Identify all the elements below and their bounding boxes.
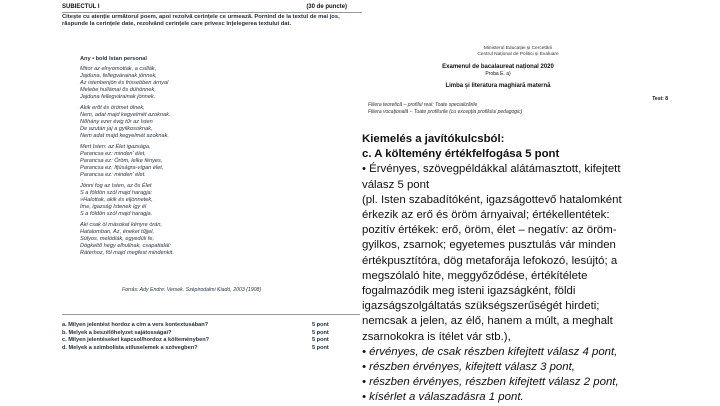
question-points: 5 pont: [312, 329, 329, 336]
excerpt-line: • részben érvényes, részben kifejtett válasz 2 pont,: [362, 376, 619, 389]
instructions: Citește cu atenție următorul poem, apoi rezolvă cerințele ce urmează. Pornind de la textul de mai jos, răspunde la cerințele date, rezolvând cerințele care privesc înțelegerea textului dat.: [62, 14, 340, 27]
poem-line: Parancsa ez: Öröm, lelke fényes,: [80, 158, 163, 164]
poem-line: S a földön szól majd haragja:: [80, 190, 153, 196]
excerpt-line: nemcsak a jelen, az élő, hanem a múlt, a meghalt: [362, 315, 613, 328]
question-text: a. Milyen jelentést hordoz a cím a vers kontextusában?: [62, 322, 209, 328]
poem-line: Súlyos, melódiák, egyedüli fe,: [80, 236, 155, 242]
question-item: [62, 322, 362, 330]
poem-line: Nőhány ezer évig tűr az Isten: [80, 119, 153, 125]
poem-stanza-4: [80, 183, 310, 218]
question-item: [62, 337, 362, 345]
poem-line: Nem adat majd kegyelmét azoknak.: [80, 133, 169, 139]
poem-stanza-3: [80, 144, 310, 179]
poem-line: Melebe hullámai ős dühönnek,: [80, 87, 156, 93]
answer-key-excerpt: [360, 132, 652, 405]
header-rule: [62, 12, 362, 13]
poem-line: Jajduna, fellegvárainak jönnek,: [80, 73, 157, 79]
exam-subject-page: [62, 0, 362, 405]
answer-key-header: [368, 46, 668, 126]
filiera-lines: [368, 102, 522, 115]
excerpt-subheading: c. A költemény értékfelfogása 5 pont: [362, 148, 560, 161]
poem-line: Parancsa ez: Ifjúságra-vígan élet,: [80, 165, 164, 171]
poem-line: Jönni fog az Isten, az ős Élet: [80, 183, 152, 189]
excerpt-heading: Kiemelés a javítókulcsból:: [362, 133, 505, 145]
poem-line: S a földön szól majd haragja.: [80, 211, 153, 217]
question-points: 5 pont: [312, 337, 329, 344]
subject-points: (30 de puncte): [306, 4, 347, 10]
poem-line: Hatalomban, Az, éneket tűjjel,: [80, 229, 155, 235]
filiera-line: Filiera vocațională – Toate profilurile (cu excepția profilului pedagogic): [368, 108, 523, 115]
filiera-line: Filiera teoretică – profilul real: Toate specializările: [368, 102, 478, 108]
question-text: b. Melyek a beszélőhelyzet sajátosságai?: [62, 329, 172, 336]
poem-stanza-5: [80, 222, 310, 257]
excerpt-line: igazságszolgáltatás szükségszerűségét hirdeti;: [362, 300, 600, 313]
poem-line: Íme, igazság Istenek így él: [80, 204, 147, 210]
poem-line: Jajduna fellegvárainak jönnek.: [80, 94, 156, 100]
poem-line: »Halottak, akik és eljönnetek,: [80, 197, 153, 203]
poem-line: Mitor az elnyomottak, a csillák,: [80, 66, 157, 72]
subject-header: [62, 4, 347, 10]
poem-line: De azután jaj a gyilkosoknak,: [80, 126, 153, 132]
subject-label: SUBIECTUL I: [62, 4, 100, 10]
poem-line: Parancsa ez: minden' élet,: [80, 151, 146, 157]
question-points: 5 pont: [312, 344, 329, 351]
excerpt-line: értékpusztítóra, dög metaforája lefokozó, lesújtó; a: [362, 254, 618, 267]
poem-line: Akik erőt és örömet ölnek,: [80, 105, 145, 111]
question-item: [62, 330, 362, 338]
center-line: Centrul Național de Politici și Evaluare: [477, 52, 559, 57]
exam-subtitle: Proba E. a): [485, 71, 511, 77]
excerpt-line: fogalmazódik meg isteni igazságként, földi: [362, 285, 576, 298]
excerpt-line: • érvényes, de csak részben kifejtett válasz 4 pont,: [362, 345, 618, 358]
excerpt-line: megszólaló hite, meggyőződése, értékítélete: [362, 269, 588, 282]
subject-title: Limba și literatura maghiară maternă: [445, 83, 551, 89]
poem-line: Az istenbenjön és frissebben árnyal: [80, 80, 169, 86]
excerpt-line: • részben érvényes, kifejtett válasz 3 pont,: [362, 361, 575, 374]
poem-stanza-2: [80, 105, 310, 140]
question-points: 5 pont: [312, 322, 329, 328]
poem-title: Any • bold Istan personal: [80, 56, 147, 62]
excerpt-line: [362, 178, 622, 193]
excerpt-line: érkezik az erő és öröm árnyaival; értékellentétek:: [362, 209, 610, 222]
poem-stanza-1: [80, 66, 310, 101]
poem: [80, 56, 310, 261]
excerpt-line: (pl. Isten szabadítóként, igazságottevő hatalomként: [362, 193, 622, 206]
test-number: Test: 8: [652, 96, 668, 102]
excerpt-line: gyilkos, zsarnok; egyetemes pusztulás vár minden: [362, 239, 616, 252]
poem-line: Dögkeltő hegy elhullnak, csapattalál:: [80, 243, 171, 249]
section-rule: [62, 314, 362, 315]
poem-line: Nem, adat majd kegyelmét azoknak.: [80, 112, 171, 118]
poem-line: Aki csak öl másokat kényre órán,: [80, 222, 163, 228]
excerpt-line-text: válasz 5 pont: [362, 178, 430, 191]
excerpt-line: pozitív értékek: erő, öröm, élet – negatív: az öröm-: [362, 224, 617, 237]
excerpt-line: • kísérlet a válaszadásra 1 pont.: [362, 391, 524, 404]
question-item: [62, 345, 362, 353]
ministry-line: Ministerul Educației și Cercetării: [483, 46, 553, 51]
question-text: d. Melyek a szimbolista stíluselemek a szövegben?: [62, 344, 198, 351]
poem-line: Ráterhoz, föl majd megfest mindenkit.: [80, 250, 174, 256]
exam-title: Examenul de bacalaureat național 2020: [442, 64, 554, 70]
poem-line: Mert Isten: az Élet igazsága,: [80, 144, 151, 150]
poem-source: Forrás: Ady Endre: Versek. Szépirodalmi Kiadó, 2003 (1908): [122, 287, 262, 293]
excerpt-line: • Érvényes, szövegpéldákkal alátámasztott, kifejtett: [362, 163, 621, 176]
question-list: [62, 322, 362, 352]
excerpt-text: [362, 132, 622, 406]
excerpt-line: zsarnokokra is ítélet vár stb.),: [362, 330, 511, 343]
poem-line: Parancsa ez: minden' élet.: [80, 172, 146, 178]
question-text: c. Milyen jelentéseket kapcsol/hordoz a költeményben?: [62, 337, 210, 344]
